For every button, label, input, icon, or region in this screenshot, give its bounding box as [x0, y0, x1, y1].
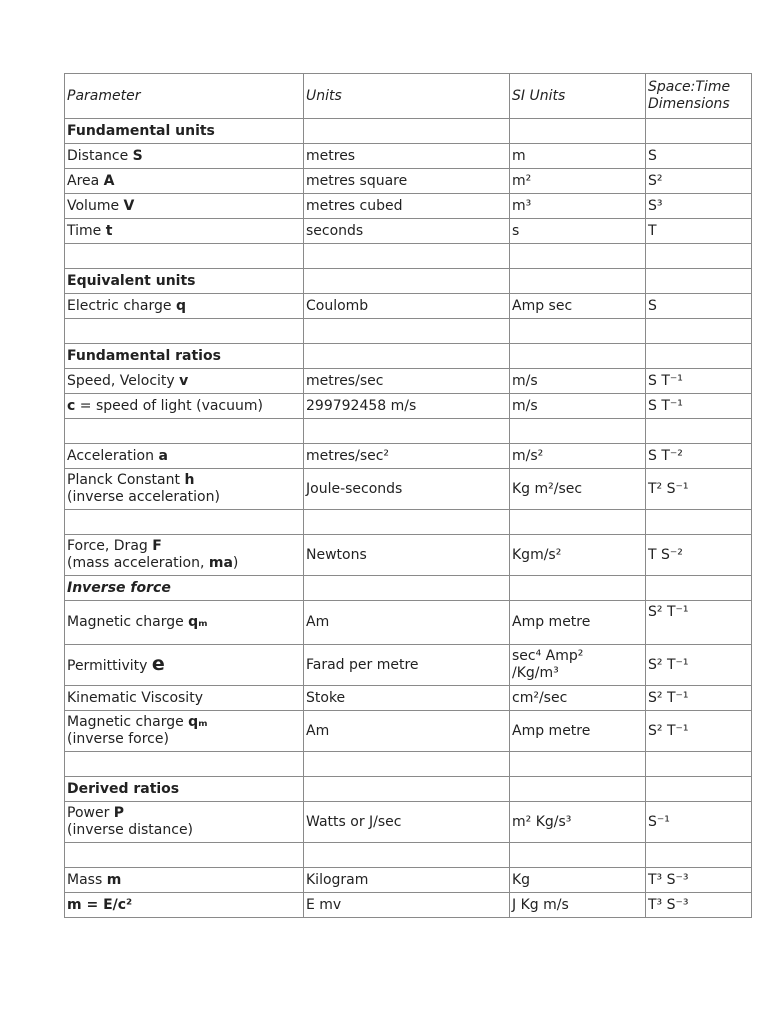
- si-cell: Kg: [510, 868, 646, 893]
- section-row: [65, 119, 752, 144]
- units-cell: Coulomb: [304, 294, 510, 319]
- dim-cell: S: [646, 294, 752, 319]
- si-cell: m/s: [510, 394, 646, 419]
- section-label: Fundamental units: [65, 119, 304, 144]
- dim-cell: S²: [646, 169, 752, 194]
- blank-row: [65, 510, 752, 535]
- si-cell: s: [510, 219, 646, 244]
- si-cell: sec⁴ Amp² /Kg/m³: [510, 645, 646, 686]
- units-cell: Newtons: [304, 535, 510, 576]
- table-row: [65, 711, 752, 752]
- si-cell: Kg m²/sec: [510, 469, 646, 510]
- dim-cell: S T⁻²: [646, 444, 752, 469]
- table-row: [65, 802, 752, 843]
- dim-cell: T: [646, 219, 752, 244]
- table-row: [65, 686, 752, 711]
- si-cell: J Kg m/s: [510, 893, 646, 918]
- table-row: [65, 645, 752, 686]
- table-row: [65, 219, 752, 244]
- table-row: [65, 394, 752, 419]
- dim-cell: T S⁻²: [646, 535, 752, 576]
- si-cell: m/s²: [510, 444, 646, 469]
- units-cell: Kilogram: [304, 868, 510, 893]
- param-cell: Power P (inverse distance): [65, 802, 304, 843]
- section-label: Equivalent units: [65, 269, 304, 294]
- dim-cell: S T⁻¹: [646, 394, 752, 419]
- si-cell: m²: [510, 169, 646, 194]
- dim-cell: S T⁻¹: [646, 369, 752, 394]
- param-cell: Electric charge q: [65, 294, 304, 319]
- param-cell: Distance S: [65, 144, 304, 169]
- section-row: [65, 576, 752, 601]
- table-row: [65, 169, 752, 194]
- table-row: [65, 144, 752, 169]
- param-cell: Area A: [65, 169, 304, 194]
- param-cell: Magnetic charge qₘ: [65, 601, 304, 645]
- section-row: [65, 777, 752, 802]
- units-cell: Am: [304, 711, 510, 752]
- units-cell: metres square: [304, 169, 510, 194]
- table-row: [65, 294, 752, 319]
- dim-cell: S² T⁻¹: [646, 645, 752, 686]
- param-cell: Force, Drag F (mass acceleration, ma): [65, 535, 304, 576]
- table-row: [65, 535, 752, 576]
- header-parameter: Parameter: [65, 74, 304, 119]
- header-row: [65, 74, 752, 119]
- dim-cell: T³ S⁻³: [646, 893, 752, 918]
- table-row: [65, 601, 752, 645]
- blank-row: [65, 319, 752, 344]
- units-cell: Watts or J/sec: [304, 802, 510, 843]
- dim-cell: S³: [646, 194, 752, 219]
- header-si-units: SI Units: [510, 74, 646, 119]
- si-cell: Amp metre: [510, 601, 646, 645]
- table-row: [65, 469, 752, 510]
- param-cell: Volume V: [65, 194, 304, 219]
- si-cell: cm²/sec: [510, 686, 646, 711]
- dim-cell: S² T⁻¹: [646, 686, 752, 711]
- si-cell: m: [510, 144, 646, 169]
- header-space-time: Space:Time Dimensions: [646, 74, 752, 119]
- si-cell: m² Kg/s³: [510, 802, 646, 843]
- units-cell: metres/sec²: [304, 444, 510, 469]
- table-row: [65, 369, 752, 394]
- units-cell: Am: [304, 601, 510, 645]
- dim-cell: T³ S⁻³: [646, 868, 752, 893]
- param-cell: Permittivity e: [65, 645, 304, 686]
- section-row: [65, 269, 752, 294]
- dim-cell: S: [646, 144, 752, 169]
- dim-cell: S⁻¹: [646, 802, 752, 843]
- param-cell: m = E/c²: [65, 893, 304, 918]
- table-row: [65, 444, 752, 469]
- si-cell: m/s: [510, 369, 646, 394]
- units-cell: E mv: [304, 893, 510, 918]
- table-row: [65, 893, 752, 918]
- table-row: [65, 194, 752, 219]
- units-cell: 299792458 m/s: [304, 394, 510, 419]
- param-cell: c = speed of light (vacuum): [65, 394, 304, 419]
- blank-row: [65, 843, 752, 868]
- header-units: Units: [304, 74, 510, 119]
- param-cell: Speed, Velocity v: [65, 369, 304, 394]
- param-cell: Magnetic charge qₘ (inverse force): [65, 711, 304, 752]
- blank-row: [65, 752, 752, 777]
- param-cell: Mass m: [65, 868, 304, 893]
- blank-row: [65, 244, 752, 269]
- units-table: [64, 73, 752, 918]
- si-cell: m³: [510, 194, 646, 219]
- si-cell: Kgm/s²: [510, 535, 646, 576]
- dim-cell: S² T⁻¹: [646, 711, 752, 752]
- param-cell: Planck Constant h (inverse acceleration): [65, 469, 304, 510]
- units-cell: metres/sec: [304, 369, 510, 394]
- si-cell: Amp metre: [510, 711, 646, 752]
- param-cell: Kinematic Viscosity: [65, 686, 304, 711]
- section-label: Inverse force: [65, 576, 304, 601]
- param-cell: Time t: [65, 219, 304, 244]
- dim-cell: T² S⁻¹: [646, 469, 752, 510]
- section-label: Derived ratios: [65, 777, 304, 802]
- blank-row: [65, 419, 752, 444]
- units-cell: metres: [304, 144, 510, 169]
- units-cell: Joule-seconds: [304, 469, 510, 510]
- units-cell: seconds: [304, 219, 510, 244]
- dim-cell: S² T⁻¹: [646, 601, 752, 645]
- section-row: [65, 344, 752, 369]
- si-cell: Amp sec: [510, 294, 646, 319]
- units-cell: metres cubed: [304, 194, 510, 219]
- table-row: [65, 868, 752, 893]
- param-cell: Acceleration a: [65, 444, 304, 469]
- section-label: Fundamental ratios: [65, 344, 304, 369]
- units-cell: Farad per metre: [304, 645, 510, 686]
- units-cell: Stoke: [304, 686, 510, 711]
